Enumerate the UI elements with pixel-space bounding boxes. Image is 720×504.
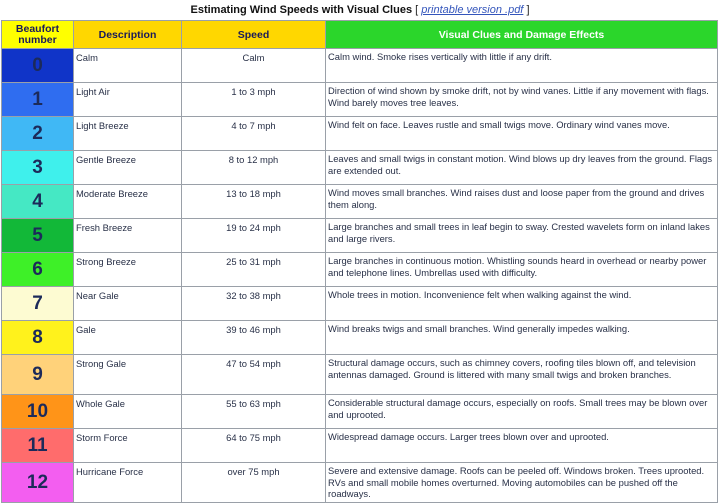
column-header-speed: Speed (182, 21, 326, 49)
beaufort-number: 3 (2, 151, 74, 185)
table-row (2, 83, 718, 117)
wind-speed: 47 to 54 mph (182, 355, 326, 395)
table-row (2, 117, 718, 151)
wind-description: Hurricane Force (74, 463, 182, 503)
visual-clue: Calm wind. Smoke rises vertically with little if any drift. (326, 49, 718, 83)
beaufort-table (1, 20, 718, 503)
wind-speed: 39 to 46 mph (182, 321, 326, 355)
table-row (2, 253, 718, 287)
title-text: Estimating Wind Speeds with Visual Clues (190, 4, 413, 16)
beaufort-number: 5 (2, 219, 74, 253)
visual-clue: Wind moves small branches. Wind raises dust and loose paper from the ground and drives them along. (326, 185, 718, 219)
beaufort-number: 0 (2, 49, 74, 83)
table-row (2, 321, 718, 355)
visual-clue: Leaves and small twigs in constant motion. Wind blows up dry leaves from the ground. Flags are extended out. (326, 151, 718, 185)
wind-description: Near Gale (74, 287, 182, 321)
visual-clue: Widespread damage occurs. Larger trees blown over and uprooted. (326, 429, 718, 463)
beaufort-number: 6 (2, 253, 74, 287)
visual-clue: Wind breaks twigs and small branches. Wind generally impedes walking. (326, 321, 718, 355)
wind-description: Whole Gale (74, 395, 182, 429)
beaufort-number: 11 (2, 429, 74, 463)
table-row (2, 395, 718, 429)
table-row (2, 429, 718, 463)
wind-speed: 13 to 18 mph (182, 185, 326, 219)
table-row (2, 151, 718, 185)
column-header-clues: Visual Clues and Damage Effects (326, 21, 718, 49)
visual-clue: Wind felt on face. Leaves rustle and small twigs move. Ordinary wind vanes move. (326, 117, 718, 151)
column-header-number: Beaufort number (2, 21, 74, 49)
beaufort-number: 2 (2, 117, 74, 151)
wind-description: Strong Gale (74, 355, 182, 395)
wind-description: Fresh Breeze (74, 219, 182, 253)
visual-clue: Large branches in continuous motion. Whistling sounds heard in overhead or nearby power and telephone lines. Umbrellas used with difficulty. (326, 253, 718, 287)
beaufort-number: 1 (2, 83, 74, 117)
visual-clue: Considerable structural damage occurs, especially on roofs. Small trees may be blown over and uprooted. (326, 395, 718, 429)
beaufort-number: 10 (2, 395, 74, 429)
wind-speed: 1 to 3 mph (182, 83, 326, 117)
bracket-close: ] (526, 4, 530, 16)
table-row (2, 463, 718, 503)
printable-version-link[interactable]: printable version .pdf (421, 4, 524, 16)
beaufort-number: 4 (2, 185, 74, 219)
beaufort-number: 7 (2, 287, 74, 321)
visual-clue: Direction of wind shown by smoke drift, not by wind vanes. Little if any movement with flags. Wind barely moves tree leaves. (326, 83, 718, 117)
table-row (2, 185, 718, 219)
table-row (2, 49, 718, 83)
visual-clue: Severe and extensive damage. Roofs can be peeled off. Windows broken. Trees uprooted. RVs and small mobile homes overturned. Moving automobiles can be pushed off the roadways. (326, 463, 718, 503)
wind-description: Calm (74, 49, 182, 83)
wind-description: Storm Force (74, 429, 182, 463)
beaufort-number: 9 (2, 355, 74, 395)
wind-speed: 19 to 24 mph (182, 219, 326, 253)
table-row (2, 287, 718, 321)
wind-speed: over 75 mph (182, 463, 326, 503)
wind-description: Strong Breeze (74, 253, 182, 287)
wind-description: Light Air (74, 83, 182, 117)
visual-clue: Structural damage occurs, such as chimney covers, roofing tiles blown off, and television antennas damaged. Ground is littered with many small twigs and broken branches. (326, 355, 718, 395)
wind-speed: 55 to 63 mph (182, 395, 326, 429)
wind-speed: 64 to 75 mph (182, 429, 326, 463)
wind-speed: 32 to 38 mph (182, 287, 326, 321)
page-title (0, 2, 720, 18)
bracket-open: [ (415, 4, 419, 16)
wind-description: Gale (74, 321, 182, 355)
visual-clue: Large branches and small trees in leaf begin to sway. Crested wavelets form on inland lakes and large rivers. (326, 219, 718, 253)
table-row (2, 355, 718, 395)
wind-speed: 4 to 7 mph (182, 117, 326, 151)
wind-speed: 8 to 12 mph (182, 151, 326, 185)
wind-description: Moderate Breeze (74, 185, 182, 219)
wind-speed: Calm (182, 49, 326, 83)
table-body (2, 49, 718, 503)
header-row (2, 21, 718, 49)
visual-clue: Whole trees in motion. Inconvenience felt when walking against the wind. (326, 287, 718, 321)
table-row (2, 219, 718, 253)
wind-speed: 25 to 31 mph (182, 253, 326, 287)
beaufort-number: 8 (2, 321, 74, 355)
wind-description: Gentle Breeze (74, 151, 182, 185)
beaufort-number: 12 (2, 463, 74, 503)
column-header-description: Description (74, 21, 182, 49)
wind-description: Light Breeze (74, 117, 182, 151)
